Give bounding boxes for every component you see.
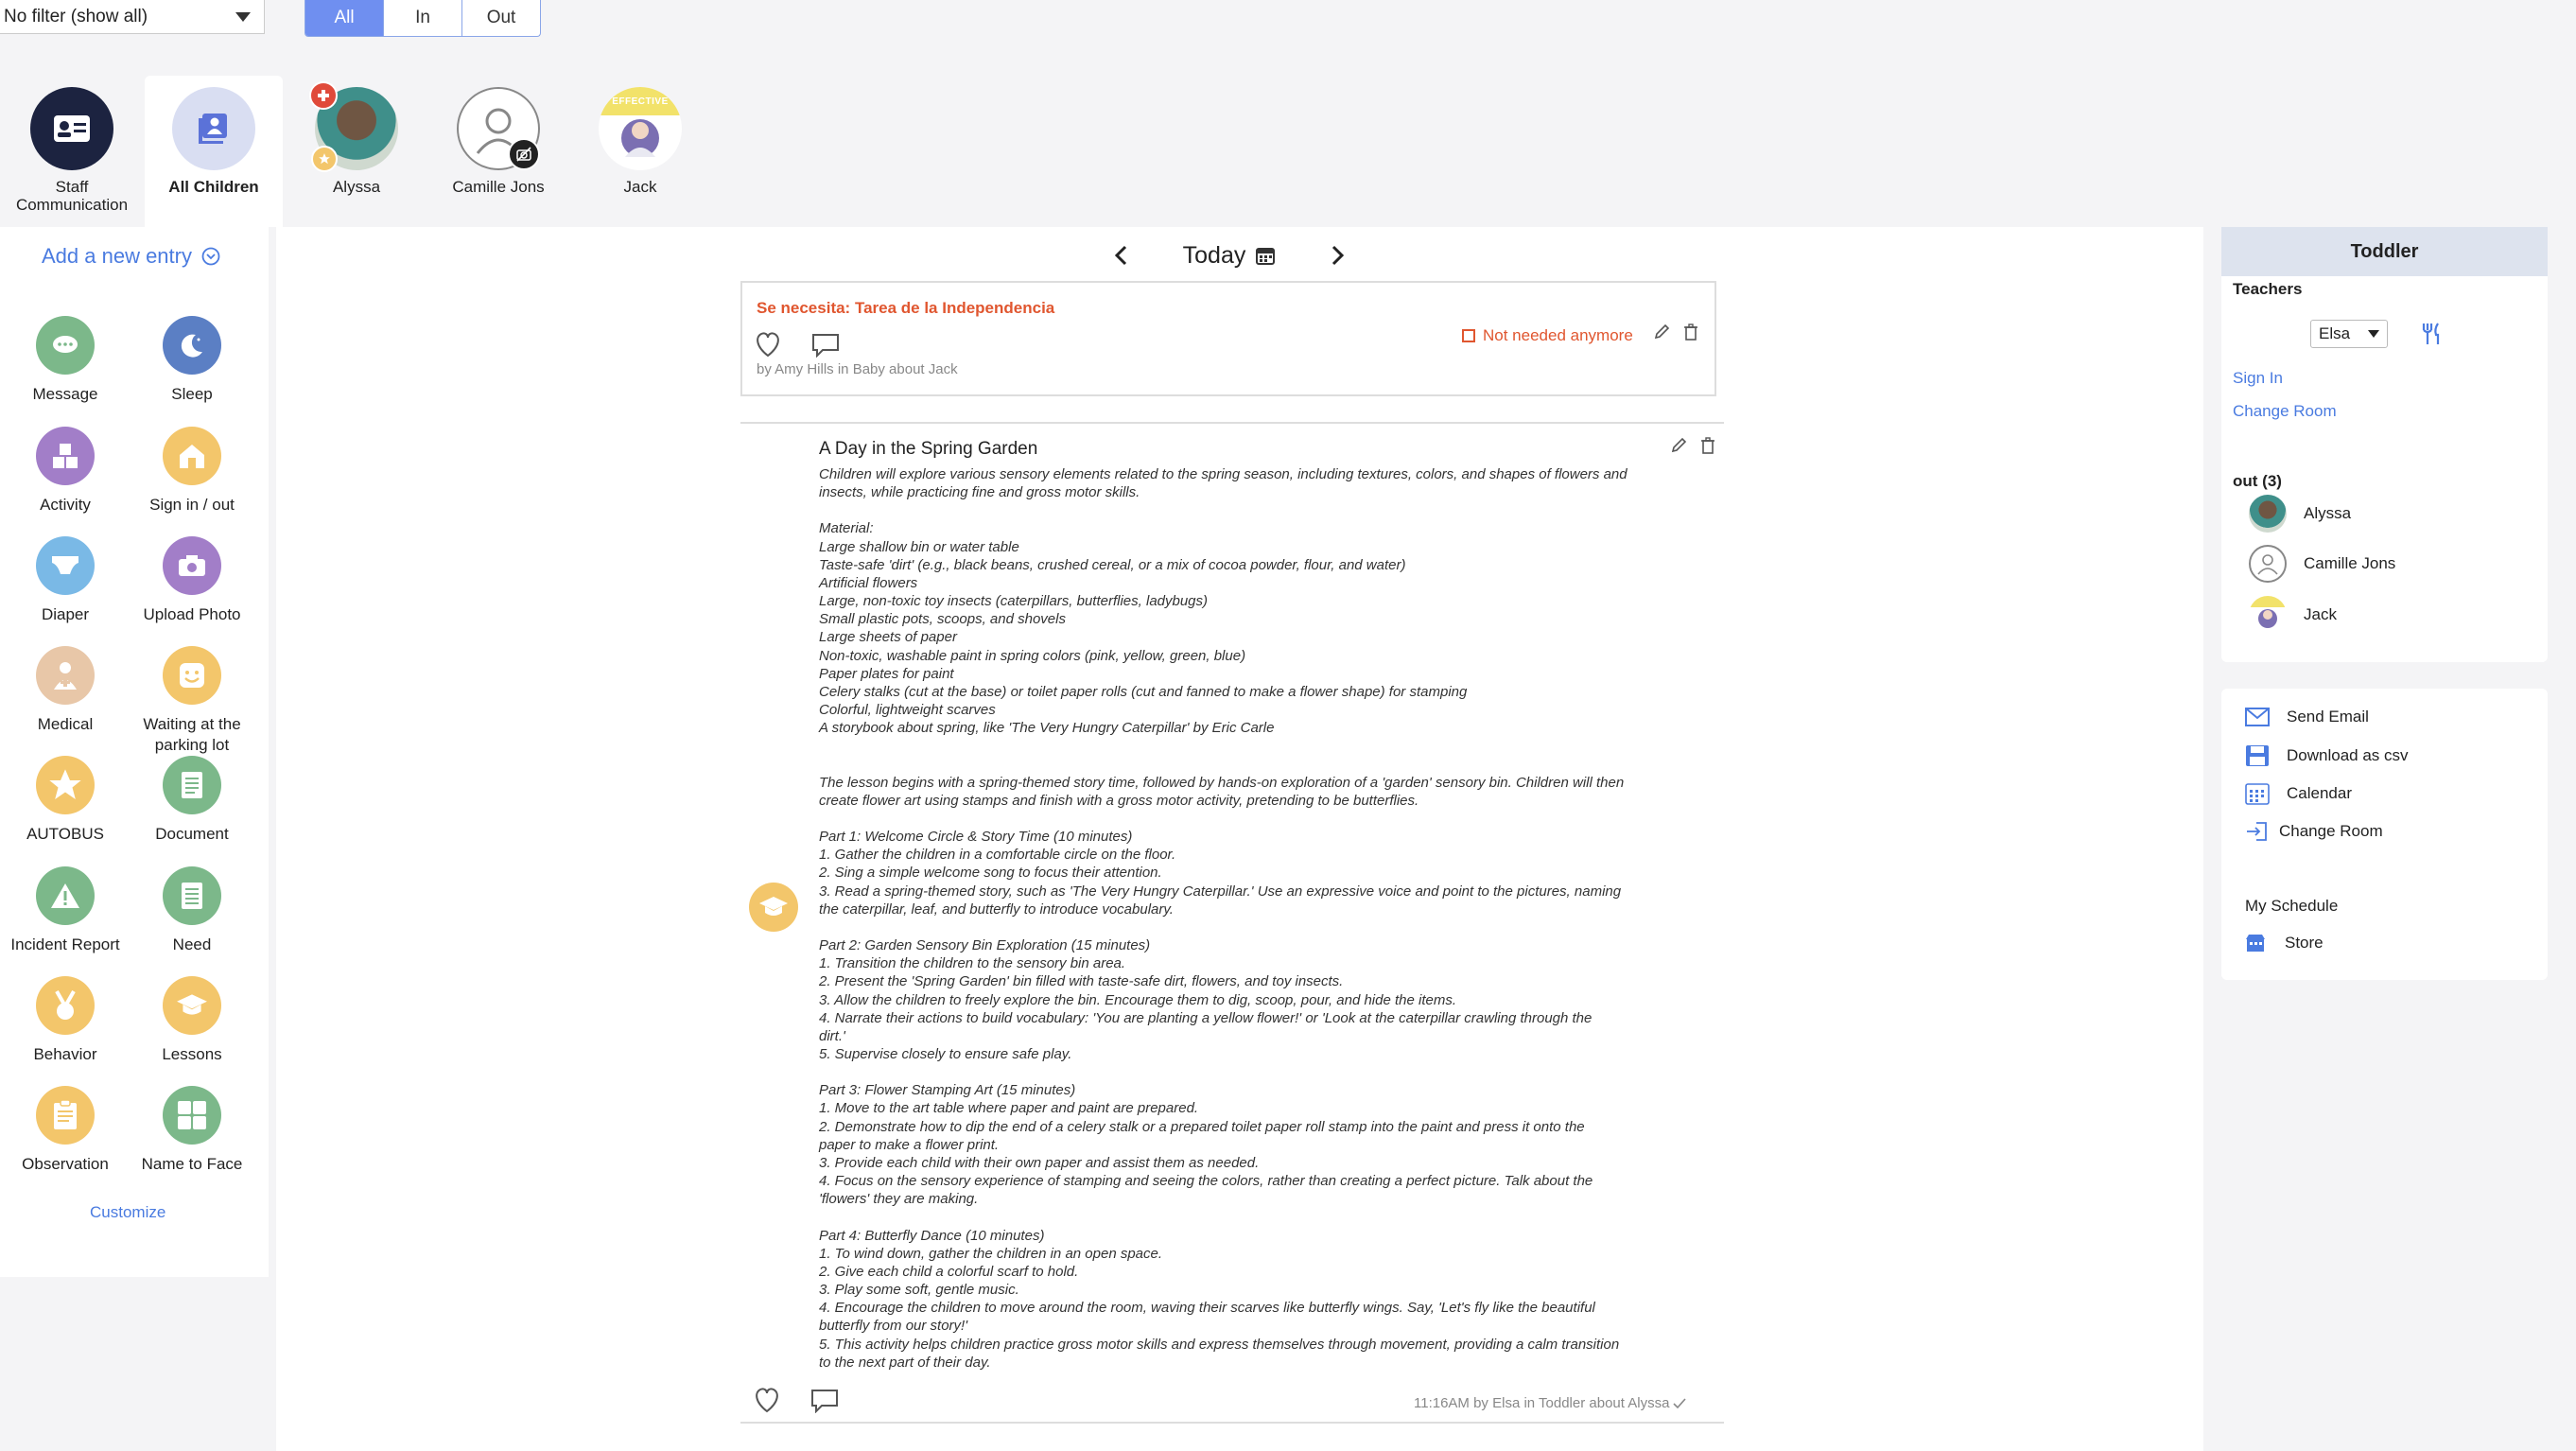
comment-button[interactable] <box>810 1389 839 1413</box>
previous-day-button[interactable] <box>1106 241 1135 270</box>
segment-out[interactable]: Out <box>486 8 516 27</box>
customize-link[interactable]: Customize <box>90 1203 166 1221</box>
chevron-down-icon <box>2368 330 2379 338</box>
child-item-camille-jons[interactable] <box>438 87 559 196</box>
lesson-post-meta <box>1414 1395 1686 1411</box>
avatar <box>599 87 682 170</box>
teacher-value: Elsa <box>2319 324 2351 342</box>
next-day-button[interactable] <box>1324 241 1352 270</box>
medical-icon <box>36 646 95 705</box>
download-csv-label: Download as csv <box>2287 746 2409 764</box>
avatar <box>2249 495 2287 533</box>
chevron-left-icon <box>1113 245 1128 266</box>
my-schedule-heading: My Schedule <box>2245 897 2339 915</box>
document-icon <box>163 756 221 814</box>
entry-tile-lessons[interactable] <box>129 976 255 1065</box>
out-child-name: Camille Jons <box>2304 554 2396 572</box>
avatar <box>2249 596 2287 634</box>
out-count-label: out (3) <box>2233 472 2282 490</box>
entry-tile-message[interactable] <box>2 316 129 405</box>
meal-button[interactable] <box>2421 322 2442 346</box>
entry-tile-upload-photo[interactable] <box>129 536 255 625</box>
entry-tile-behavior[interactable] <box>2 976 129 1065</box>
need-post-meta: by Amy Hills in Baby about Jack <box>757 361 958 377</box>
entry-tile-label: Diaper <box>41 605 90 623</box>
no-photo-icon <box>508 138 540 170</box>
change-room-action[interactable] <box>2245 821 2383 842</box>
camera-icon <box>163 536 221 595</box>
lesson-post-title: A Day in the Spring Garden <box>819 439 1038 459</box>
out-child-name: Jack <box>2304 605 2337 623</box>
date-label: Today <box>1182 241 1246 269</box>
change-room-action-label: Change Room <box>2279 822 2383 840</box>
chevron-down-icon <box>235 12 251 22</box>
child-item-jack[interactable] <box>580 87 701 196</box>
entry-tile-label: Waiting at the parking lot <box>143 715 241 754</box>
entry-tile-label: Incident Report <box>10 935 120 953</box>
envelope-icon <box>2245 708 2270 726</box>
entry-tile-activity[interactable] <box>2 427 129 516</box>
store-icon <box>2245 934 2266 953</box>
chevron-right-icon <box>1331 245 1346 266</box>
like-button[interactable] <box>754 331 782 358</box>
avatar-placeholder-icon <box>457 87 540 170</box>
download-csv-link[interactable] <box>2245 744 2409 767</box>
lesson-meta-text: 11:16AM by Elsa in Toddler about Alyssa <box>1414 1395 1670 1411</box>
entry-tile-label: Name to Face <box>141 1155 243 1173</box>
entry-tile-autobus[interactable] <box>2 756 129 845</box>
trash-icon <box>1700 437 1715 454</box>
segment-all[interactable]: All <box>305 0 384 36</box>
medal-icon <box>36 976 95 1035</box>
delete-need-button[interactable] <box>1683 323 1698 341</box>
status-segmented-control <box>305 0 541 37</box>
send-email-label: Send Email <box>2287 708 2369 726</box>
entry-tile-label: Observation <box>22 1155 109 1173</box>
like-button[interactable] <box>753 1387 781 1413</box>
not-needed-label: Not needed anymore <box>1483 326 1633 344</box>
teacher-select[interactable] <box>2310 320 2388 348</box>
not-needed-checkbox[interactable] <box>1462 326 1633 345</box>
heart-icon <box>753 1387 781 1413</box>
entry-tile-incident-report[interactable] <box>2 866 129 955</box>
blocks-icon <box>36 427 95 485</box>
warning-icon <box>36 866 95 925</box>
graduation-cap-icon <box>749 883 798 932</box>
save-icon <box>2245 744 2270 767</box>
child-name: Jack <box>623 178 657 196</box>
out-child-alyssa[interactable] <box>2249 495 2351 533</box>
entry-tile-label: Document <box>155 825 229 843</box>
diaper-icon <box>36 536 95 595</box>
store-link[interactable] <box>2245 934 2324 953</box>
graduation-cap-icon <box>163 976 221 1035</box>
segment-in[interactable]: In <box>384 0 462 36</box>
entry-tile-label: Medical <box>37 715 94 733</box>
child-name: Camille Jons <box>452 178 545 196</box>
trash-icon <box>1683 323 1698 341</box>
change-room-link[interactable]: Change Room <box>2233 402 2337 420</box>
list-icon <box>163 866 221 925</box>
message-icon <box>36 316 95 375</box>
house-icon <box>163 427 221 485</box>
add-entry-label: Add a new entry <box>42 244 192 268</box>
delete-lesson-button[interactable] <box>1700 437 1715 454</box>
checkbox-box <box>1462 329 1475 342</box>
entry-tile-label: Sleep <box>171 385 213 403</box>
date-navigator <box>1106 236 1352 274</box>
pencil-icon <box>1670 437 1687 454</box>
calendar-link[interactable] <box>2245 782 2352 805</box>
entry-tile-label: Message <box>32 385 98 403</box>
entry-tile-observation[interactable] <box>2 1086 129 1175</box>
out-child-name: Alyssa <box>2304 504 2352 522</box>
moon-icon <box>163 316 221 375</box>
sign-in-link[interactable]: Sign In <box>2233 369 2283 387</box>
star-badge-icon <box>311 146 338 172</box>
staff-communication-label: Staff Communication <box>15 178 129 214</box>
entry-tile-label: Upload Photo <box>143 605 241 623</box>
entry-tile-label: Need <box>172 935 212 953</box>
calendar-icon <box>2245 782 2270 805</box>
lesson-post-body: Children will explore various sensory elements related to the spring season, including textures, colors, and shapes of flowers and insects, while practicing fine and gross motor skills. Material: Large shallow bin or water table Taste-safe 'dirt' (e.g., black beans, crushed cereal, or a mix of cocoa powder, flour, and water) Artificial flowers Large, non-toxic toy insects (caterpillars, butterflies, ladybugs) Small plastic pots, scoops, and shovels Large sheets of paper Non-toxic, washable paint in spring colors (pink, yellow, green, blue) Paper plates for paint Celery stalks (cut at the base) or toilet paper rolls (cut and fanned to make a flower shape) for stamping Colorful, lightweight scarves A storybook about spring, like 'The Very Hungry Caterpillar' by Eric Carle The lesson begins with a spring-themed story time, followed by hands-on exploration of a 'garden' sensory bin. Children will then create flower art using stamps and finish with a gross motor activity, pretending to be butterflies. Part 1: Welcome Circle & Story Time (10 minutes) 1. Gather the children in a comfortable circle on the floor. 2. Sing a simple welcome song to focus their attention. 3. Read a spring-themed story, such as 'The Very Hungry Caterpillar.' Use an expressive voice and point to the pictures, naming the caterpillar, leaf, and butterfly to introduce vocabulary. Part 2: Garden Sensory Bin Exploration (15 minutes) 1. Transition the children to the sensory bin area. 2. Present the 'Spring Garden' bin filled with taste-safe dirt, flowers, and toy insects. 3. Allow the children to freely explore the bin. Encourage them to dig, scoop, pour, and hide the items. 4. Narrate their actions to build vocabulary: 'You are planting a yellow flower!' or 'Look at the caterpillar crawling through the dirt.' 5. Supervise closely to ensure safe play. Part 3: Flower Stamping Art (15 minutes) 1. Move to the art table where paper and paint are prepared. 2. Demonstrate how to dip the end of a celery stalk or a prepared toilet paper roll stamp into the paint and press it onto the paper to make a flower print. 3. Provide each child with their own paper and assist them as needed. 4. Focus on the sensory experience of stamping and seeing the colors, rather than creating a perfect picture. Talk about the 'flowers' they are making. Part 4: Butterfly Dance (10 minutes) 1. To wind down, gather the children in an open space. 2. Give each child a colorful scarf to hold. 3. Play some soft, gentle music. 4. Encourage the children to move around the room, waving their scarves like butterfly wings. Say, 'Let's fly like the beautiful butterfly from our story!' 5. This activity helps children practice gross motor skills and express themselves through movement, providing a calm transition to the next part of their day. <box>819 466 1627 1371</box>
add-new-entry-button[interactable] <box>42 244 220 269</box>
avatar <box>315 87 398 170</box>
entry-tile-label: Behavior <box>33 1045 97 1063</box>
date-picker-button[interactable] <box>1183 242 1277 270</box>
id-card-icon <box>30 87 113 170</box>
heart-icon <box>754 331 782 358</box>
entry-tile-need[interactable] <box>129 866 255 955</box>
avatar-placeholder-icon <box>2249 545 2287 583</box>
edit-lesson-button[interactable] <box>1670 437 1687 454</box>
child-filter-select[interactable] <box>0 0 265 34</box>
clipboard-icon <box>36 1086 95 1145</box>
comment-icon <box>810 1389 839 1413</box>
need-post-title: Se necesita: Tarea de la Independencia <box>757 299 1055 317</box>
out-child-camille-jons[interactable] <box>2249 545 2395 583</box>
entry-tile-waiting-at-the-parking-lot[interactable] <box>129 646 255 756</box>
entry-tile-document[interactable] <box>129 756 255 845</box>
entry-tile-sleep[interactable] <box>129 316 255 405</box>
edit-need-button[interactable] <box>1653 323 1670 341</box>
entry-tile-label: Lessons <box>162 1045 222 1063</box>
comment-button[interactable] <box>811 333 840 358</box>
entry-tile-label: Activity <box>40 496 91 514</box>
calendar-icon <box>1255 245 1276 266</box>
comment-icon <box>811 333 840 358</box>
child-name: Alyssa <box>332 178 381 196</box>
divider <box>740 422 1724 424</box>
all-children-item[interactable] <box>153 87 274 196</box>
fork-knife-icon <box>2421 322 2442 346</box>
teachers-label: Teachers <box>2233 280 2303 298</box>
filter-value: No filter (show all) <box>4 6 148 26</box>
faces-icon <box>163 1086 221 1145</box>
room-title: Toddler <box>2221 227 2548 276</box>
entry-tile-label: AUTOBUS <box>26 825 104 843</box>
staff-communication-item[interactable] <box>11 87 132 214</box>
smile-icon <box>163 646 221 705</box>
medical-cross-icon <box>309 81 338 110</box>
children-group-icon <box>172 87 255 170</box>
out-child-jack[interactable] <box>2249 596 2337 634</box>
send-email-link[interactable] <box>2245 708 2369 726</box>
entry-tile-diaper[interactable] <box>2 536 129 625</box>
star-icon <box>36 756 95 814</box>
entry-tile-sign-in-out[interactable] <box>129 427 255 516</box>
entry-tile-name-to-face[interactable] <box>129 1086 255 1175</box>
divider <box>740 1422 1724 1424</box>
entry-tile-label: Sign in / out <box>149 496 235 514</box>
badge-text: EFFECTIVE <box>612 96 669 107</box>
calendar-label: Calendar <box>2287 784 2352 802</box>
store-label: Store <box>2285 934 2324 952</box>
pencil-icon <box>1653 323 1670 341</box>
door-enter-icon <box>2245 821 2268 842</box>
child-item-alyssa[interactable] <box>296 87 417 196</box>
entry-tile-medical[interactable] <box>2 646 129 735</box>
chevron-down-circle-icon <box>201 247 220 266</box>
all-children-label: All Children <box>168 178 259 196</box>
checkmark-icon <box>1673 1398 1686 1409</box>
